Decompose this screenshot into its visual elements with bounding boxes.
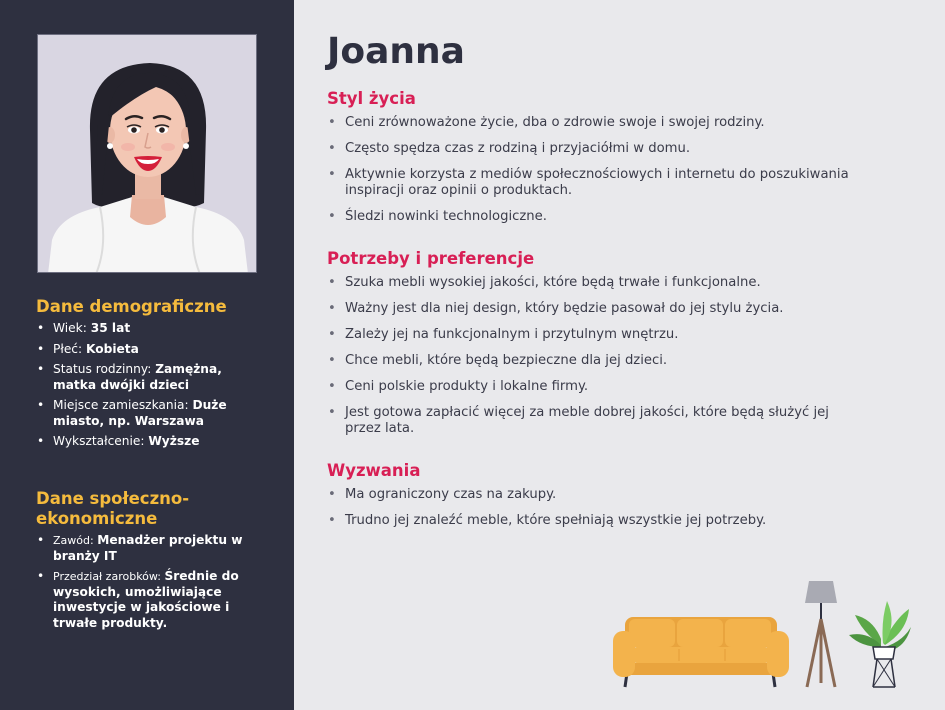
item-label: Status rodzinny: (53, 362, 156, 376)
list-item: • Ważny jest dla niej design, który będzie pasował do jej stylu życia. (327, 301, 907, 317)
list-item-residence (36, 398, 266, 429)
challenges-section (327, 461, 907, 529)
item-value: Duże miasto, np. Warszawa (53, 398, 227, 428)
item-value: Zamężna, matka dwójki dzieci (53, 362, 222, 392)
list-item: • Ceni polskie produkty i lokalne firmy. (327, 379, 907, 395)
lifestyle-section (327, 89, 907, 225)
persona-portrait (37, 34, 257, 273)
item-label: Przedział zarobków: (53, 570, 165, 583)
item-value: Wyższe (148, 434, 200, 448)
socioeconomic-title: Dane społeczno-ekonomiczne (36, 489, 190, 528)
list-item: • Aktywnie korzysta z mediów społecznościowych i internetu do poszukiwania inspiracji oraz opinii o produktach. (327, 167, 907, 199)
sidebar (0, 0, 294, 710)
list-item: • Ma ograniczony czas na zakupy. (327, 487, 907, 503)
list-item-gender (36, 342, 266, 358)
demographic-section (36, 297, 266, 455)
furniture-illustration (605, 575, 920, 695)
item-label: Płeć: (53, 341, 86, 356)
item-value: Średnie do wysokich, umożliwiające inwestycje w jakościowe i trwałe produkty. (53, 569, 239, 630)
potted-plant-illustration (849, 601, 911, 687)
list-item: • Trudno jej znaleźć meble, które spełniają wszystkie jej potrzeby. (327, 513, 907, 529)
list-item: • Ceni zrównoważone życie, dba o zdrowie swoje i swojej rodziny. (327, 115, 907, 131)
list-item: • Szuka mebli wysokiej jakości, które będą trwałe i funkcjonalne. (327, 275, 907, 291)
sofa-illustration (613, 617, 789, 687)
item-label: Miejsce zamieszkania: (53, 398, 193, 412)
floor-lamp-illustration (805, 581, 837, 687)
list-item: • Śledzi nowinki technologiczne. (327, 209, 907, 225)
socioeconomic-list (36, 533, 266, 631)
item-value: Kobieta (86, 341, 139, 356)
item-label: Wykształcenie: (53, 434, 149, 448)
list-item: • Zależy jej na funkcjonalnym i przytulnym wnętrzu. (327, 327, 907, 343)
needs-title: Potrzeby i preferencje (327, 249, 535, 268)
list-item: • Chce mebli, które będą bezpieczne dla jej dzieci. (327, 353, 907, 369)
item-label: Zawód: (53, 534, 98, 547)
needs-list (327, 275, 907, 437)
list-item: • Jest gotowa zapłacić więcej za meble dobrej jakości, które będą służyć jej przez lata. (327, 405, 907, 437)
list-item-age (36, 321, 266, 337)
challenges-title: Wyzwania (327, 461, 421, 480)
persona-name: Joanna (327, 31, 465, 72)
list-item-occupation (36, 533, 266, 564)
lifestyle-title: Styl życia (327, 89, 416, 108)
list-item-family-status (36, 362, 266, 393)
item-value: 35 lat (90, 321, 131, 335)
list-item-education (36, 434, 266, 450)
demographic-title: Dane demograficzne (36, 297, 227, 316)
challenges-list (327, 487, 907, 529)
portrait-illustration (38, 35, 257, 273)
socioeconomic-section (36, 489, 266, 636)
item-value: Menadżer projektu w branży IT (53, 533, 243, 563)
lifestyle-list (327, 115, 907, 225)
list-item: • Często spędza czas z rodziną i przyjaciółmi w domu. (327, 141, 907, 157)
list-item-income (36, 569, 266, 631)
item-label: Wiek: (53, 321, 91, 335)
main-content (327, 30, 907, 539)
demographic-list (36, 321, 266, 450)
needs-section (327, 249, 907, 437)
